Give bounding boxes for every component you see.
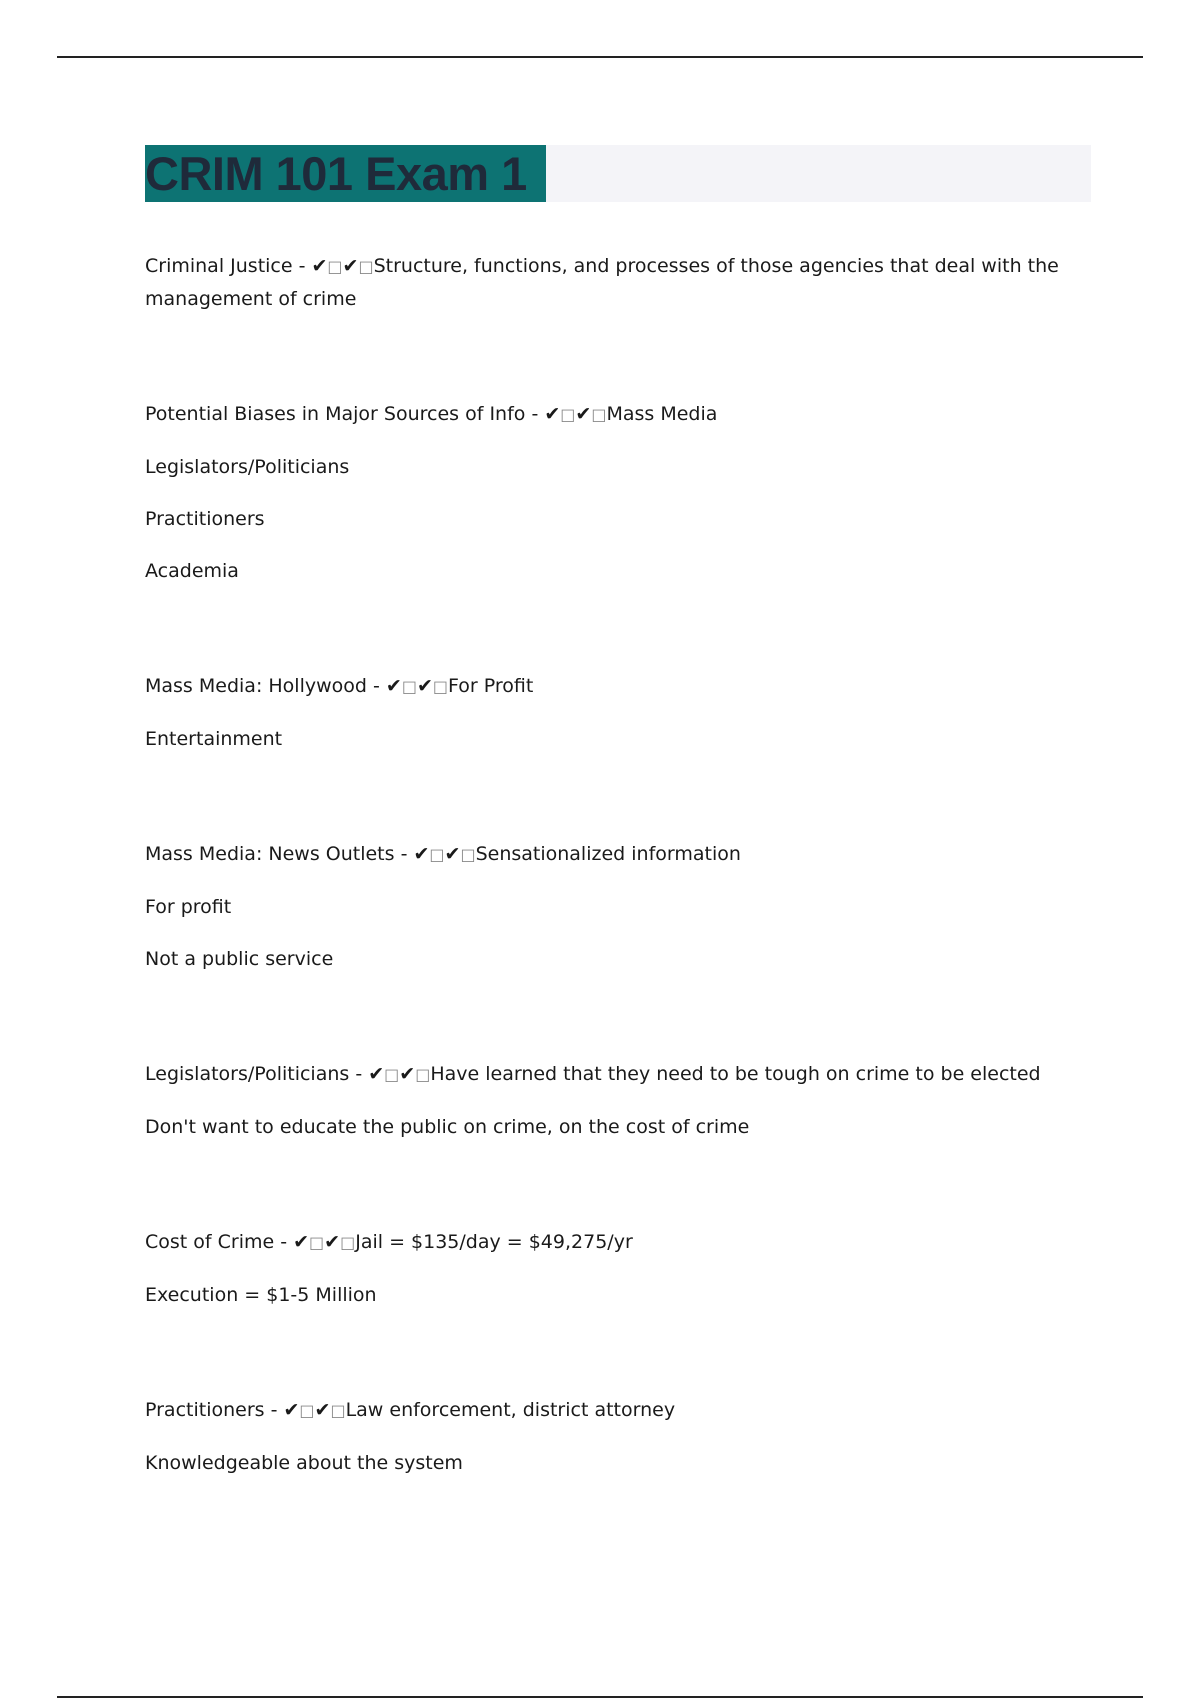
entry-first-line [145, 250, 1065, 315]
entry-cost-of-crime [145, 1226, 1065, 1311]
check-icon: ✔ [368, 1063, 385, 1085]
entry-line: Don't want to educate the public on crime, on the cost of crime [145, 1116, 750, 1138]
entry-definition: Structure, functions, and processes of those agencies that deal with the management of crime [145, 255, 1059, 310]
entry-first-line [145, 838, 1065, 871]
header-rule [57, 56, 1143, 58]
box-icon: □ [429, 845, 445, 864]
entry-practitioners [145, 1394, 1065, 1479]
check-icon: ✔ [385, 675, 402, 697]
box-icon: □ [384, 1065, 400, 1084]
box-icon: □ [358, 257, 374, 276]
entry-first-line [145, 670, 1065, 703]
entry-term: Practitioners - [145, 1399, 284, 1421]
box-icon: □ [340, 1233, 356, 1252]
footer-rule [57, 1696, 1143, 1698]
entry-line: Knowledgeable about the system [145, 1452, 463, 1474]
box-icon: □ [460, 845, 476, 864]
box-icon: □ [560, 405, 576, 424]
entry-potential-biases [145, 398, 1065, 587]
check-icon: ✔ [444, 843, 461, 865]
box-icon: □ [330, 1401, 346, 1420]
page-title: CRIM 101 Exam 1 [145, 147, 527, 200]
check-icon: ✔ [544, 403, 561, 425]
entry-first-line [145, 1058, 1065, 1091]
entry-term: Potential Biases in Major Sources of Info - [145, 403, 545, 425]
entry-mass-media-hollywood [145, 670, 1065, 755]
entry-first-line [145, 1226, 1065, 1259]
entry-line: Not a public service [145, 948, 334, 970]
entry-definition: Jail = $135/day = $49,275/yr [355, 1231, 633, 1253]
box-icon: □ [401, 677, 417, 696]
entry-term: Mass Media: News Outlets - [145, 843, 414, 865]
entry-line: Execution = $1-5 Million [145, 1284, 377, 1306]
entry-definition: Law enforcement, district attorney [345, 1399, 676, 1421]
entry-line: Legislators/Politicians [145, 456, 350, 478]
entry-term: Mass Media: Hollywood - [145, 675, 386, 697]
box-icon: □ [591, 405, 607, 424]
entry-legislators [145, 1058, 1065, 1143]
document-body [145, 250, 1065, 1562]
box-icon: □ [299, 1401, 315, 1420]
entry-term: Cost of Crime - [145, 1231, 294, 1253]
check-icon: ✔ [413, 843, 430, 865]
entry-definition: Sensationalized information [475, 843, 741, 865]
entry-criminal-justice [145, 250, 1065, 315]
check-icon: ✔ [324, 1231, 341, 1253]
entry-definition: For Profit [447, 675, 534, 697]
box-icon: □ [415, 1065, 431, 1084]
entry-line: For profit [145, 896, 232, 918]
entry-definition: Have learned that they need to be tough on crime to be elected [430, 1063, 1041, 1085]
check-icon: ✔ [416, 675, 433, 697]
entry-line: Practitioners [145, 508, 265, 530]
check-icon: ✔ [293, 1231, 310, 1253]
entry-term: Criminal Justice - [145, 255, 312, 277]
entry-line: Entertainment [145, 728, 283, 750]
box-icon: □ [327, 257, 343, 276]
check-icon: ✔ [342, 255, 359, 277]
check-icon: ✔ [314, 1399, 331, 1421]
check-icon: ✔ [399, 1063, 416, 1085]
entry-first-line [145, 398, 1065, 431]
check-icon: ✔ [283, 1399, 300, 1421]
check-icon: ✔ [575, 403, 592, 425]
box-icon: □ [309, 1233, 325, 1252]
entry-definition: Mass Media [606, 403, 718, 425]
entry-term: Legislators/Politicians - [145, 1063, 369, 1085]
entry-line: Academia [145, 560, 239, 582]
box-icon: □ [432, 677, 448, 696]
entry-mass-media-news [145, 838, 1065, 975]
title-bar [145, 145, 1091, 202]
check-icon: ✔ [311, 255, 328, 277]
entry-first-line [145, 1394, 1065, 1427]
